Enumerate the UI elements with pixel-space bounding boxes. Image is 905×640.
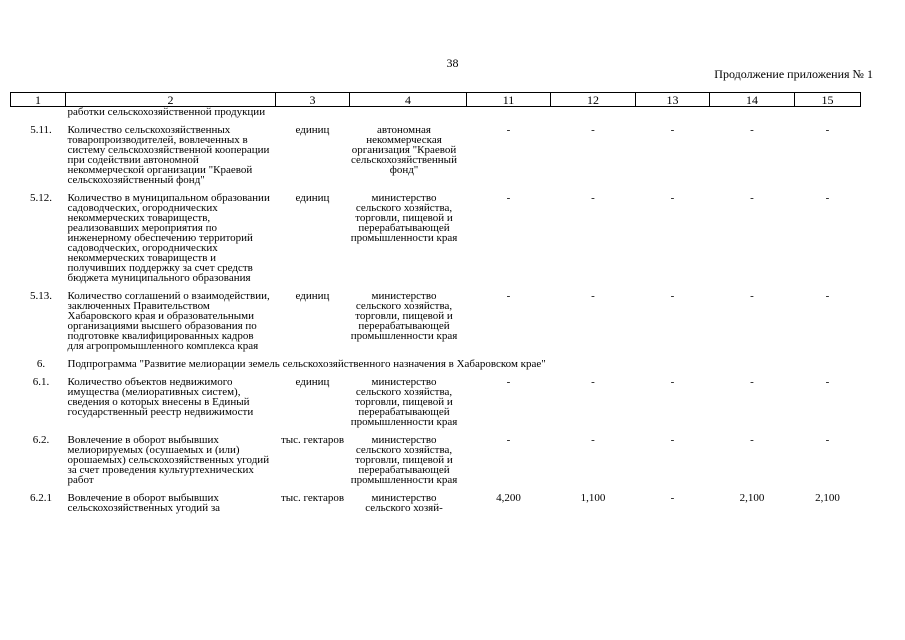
unit-of-measure: единиц (295, 124, 330, 136)
value-col-13: - (670, 376, 675, 388)
page-number: 38 (446, 56, 459, 70)
subprogram-row (11, 359, 861, 377)
value-col-14: - (750, 290, 754, 302)
table-row (11, 493, 861, 521)
executor: министерство сельского хозяй- (365, 492, 443, 514)
table-row (11, 193, 861, 291)
unit-of-measure: единиц (295, 290, 330, 302)
column-header: 1 (11, 93, 66, 107)
unit-of-measure: единиц (295, 192, 330, 204)
subprogram-title: Подпрограмма "Развитие мелиорации земель сельскохозяйственного назначения в Хабаровском крае" (67, 358, 546, 370)
indicator-name: Количество в муниципальном образовании садоводческих, огороднических некоммерческих товариществ, реализовавших мероприятия по инженерному обеспечению территорий садоводческих, огороднических некоммерческих товариществ и получивших поддержку за счет средств бюджета муниципального образования (67, 192, 270, 284)
value-col-14: - (750, 124, 754, 136)
value-col-14: - (750, 434, 754, 446)
row-number: 6.2.1 (30, 492, 52, 504)
unit-of-measure: тыс. гектаров (280, 434, 345, 446)
row-number: 5.11. (30, 124, 52, 136)
value-col-11: - (506, 192, 511, 204)
column-header: 4 (350, 93, 467, 107)
row-number (11, 107, 66, 126)
row-number: 6.2. (32, 434, 50, 446)
row-number: 5.12. (30, 192, 52, 204)
table-row (11, 125, 861, 193)
value-col-11: 4,200 (496, 492, 521, 504)
indicator-name: Количество соглашений о взаимодействии, заключенных Правительством Хабаровского края и образовательными организациями высшего образования по подготовке квалифицированных кадров для агропромышленного комплекса края (67, 290, 270, 352)
subprogram-number: 6. (36, 358, 46, 370)
column-header: 12 (551, 93, 636, 107)
value-col-15: - (825, 124, 830, 136)
value-col-14: - (750, 376, 754, 388)
table-header-row (11, 93, 861, 107)
row-number: 5.13. (30, 290, 52, 302)
executor: министерство сельского хозяйства, торговли, пищевой и перерабатывающей промышленности края (350, 192, 458, 244)
value-col-13: - (670, 192, 675, 204)
value-col-14: - (750, 192, 754, 204)
indicator-name: Вовлечение в оборот выбывших сельскохозяйственных угодий за (67, 492, 221, 514)
value-col-12: - (591, 376, 595, 388)
table-body-part-2 (11, 377, 861, 521)
value-col-15: 2,100 (815, 492, 840, 504)
continuation-label: Продолжение приложения № 1 (714, 67, 873, 81)
unit-of-measure: единиц (295, 376, 330, 388)
value-col-15: - (825, 376, 830, 388)
column-header: 13 (636, 93, 710, 107)
table-row (11, 107, 861, 126)
unit-of-measure: тыс. гектаров (280, 492, 345, 504)
column-header: 15 (795, 93, 861, 107)
value-col-12: 1,100 (580, 492, 606, 504)
value-col-14: 2,100 (739, 492, 765, 504)
table-body-part-1 (11, 107, 861, 360)
value-col-12: - (591, 290, 595, 302)
column-header: 11 (467, 93, 551, 107)
indicator-name: Количество объектов недвижимого имущества (мелиоративных систем), сведения о которых внесены в Единый государственный реестр недвижимости (67, 376, 254, 418)
value-col-15: - (825, 192, 830, 204)
subprogram-section (11, 359, 861, 377)
indicator-name: Вовлечение в оборот выбывших мелиорируемых (осушаемых и (или) орошаемых) сельскохозяйственных угодий за счет проведения культуртехнических работ (67, 434, 270, 486)
executor: министерство сельского хозяйства, торговли, пищевой и перерабатывающей промышленности края (350, 434, 458, 486)
value-col-12: - (591, 124, 595, 136)
value-col-13: - (670, 124, 675, 136)
indicator-name: работки сельскохозяйственной продукции (67, 106, 266, 118)
column-header: 3 (276, 93, 350, 107)
table-row (11, 435, 861, 493)
value-col-11: - (506, 434, 511, 446)
executor: министерство сельского хозяйства, торговли, пищевой и перерабатывающей промышленности края (350, 376, 458, 428)
value-col-13: - (670, 492, 675, 504)
indicator-name: Количество сельскохозяйственных товаропроизводителей, вовлеченных в систему сельскохозяйственной кооперации при содействии автономной некоммерческой организации "Краевой сельскохозяйственный фонд" (67, 124, 270, 186)
value-col-11: - (506, 376, 511, 388)
value-col-15: - (825, 434, 830, 446)
value-col-15: - (825, 290, 830, 302)
value-col-11: - (506, 290, 511, 302)
column-header: 2 (66, 93, 276, 107)
row-number: 6.1. (32, 376, 50, 388)
executor: автономная некоммерческая организация "Краевой сельскохозяйственный фонд" (351, 124, 457, 176)
table-row (11, 291, 861, 359)
value-col-11: - (506, 124, 511, 136)
value-col-12: - (591, 192, 595, 204)
column-header: 14 (710, 93, 795, 107)
executor: министерство сельского хозяйства, торговли, пищевой и перерабатывающей промышленности края (350, 290, 458, 342)
table-row (11, 377, 861, 435)
value-col-12: - (591, 434, 595, 446)
indicators-table (10, 92, 861, 521)
value-col-13: - (670, 434, 675, 446)
value-col-13: - (670, 290, 675, 302)
